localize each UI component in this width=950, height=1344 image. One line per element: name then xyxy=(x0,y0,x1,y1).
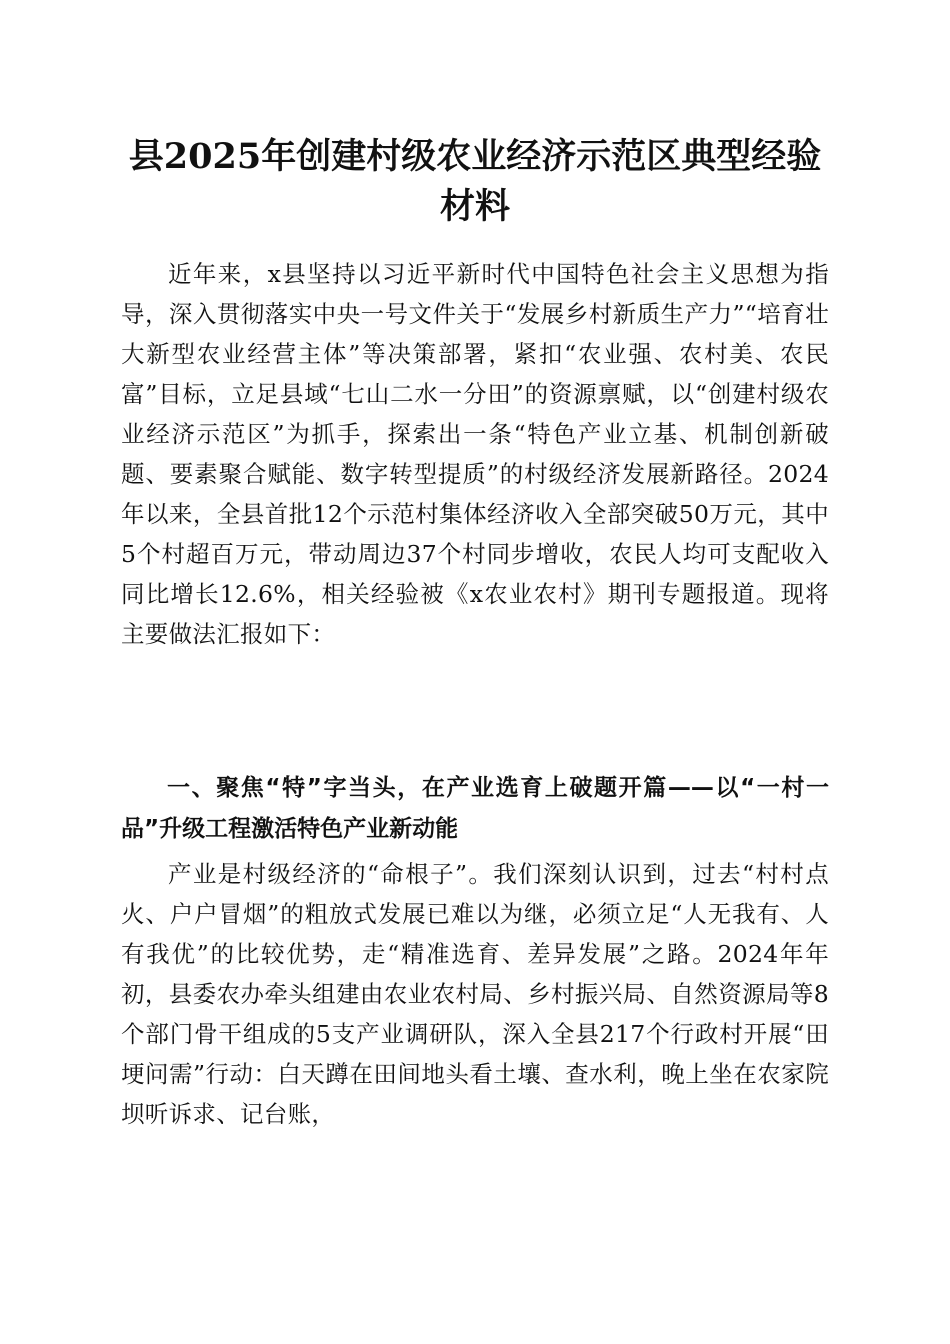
title-line-2: 材料 xyxy=(439,186,510,227)
section-heading-1: 一、聚焦“特”字当头，在产业选育上破题开篇——以“一村一品”升级工程激活特色产业新动能 xyxy=(121,775,829,842)
intro-paragraph: 近年来，x县坚持以习近平新时代中国特色社会主义思想为指导，深入贯彻落实中央一号文件关于“发展乡村新质生产力”“培育壮大新型农业经营主体”等决策部署，紧扣“农业强、农村美、农民富”目标，立足县域“七山二水一分田”的资源禀赋，以“创建村级农业经济示范区”为抓手，探索出一条“特色产业立基、机制创新破题、要素聚合赋能、数字转型提质”的村级经济发展新路径。2024年以来，全县首批12个示范村集体经济收入全部突破50万元，其中5个村超百万元，带动周边37个村同步增收，农民人均可支配收入同比增长12.6%，相关经验被《x农业农村》期刊专题报道。现将主要做法汇报如下： xyxy=(121,260,829,648)
title-line-1: 县2025年创建村级农业经济示范区典型经验 xyxy=(128,136,822,177)
section-1-paragraph: 产业是村级经济的“命根子”。我们深刻认识到，过去“村村点火、户户冒烟”的粗放式发展已难以为继，必须立足“人无我有、人有我优”的比较优势，走“精准选育、差异发展”之路。2024年年初，县委农办牵头组建由农业农村局、乡村振兴局、自然资源局等8个部门骨干组成的5支产业调研队，深入全县217个行政村开展“田埂问需”行动：白天蹲在田间地头看土壤、查水利，晚上坐在农家院坝听诉求、记台账， xyxy=(121,860,829,1128)
document-title xyxy=(115,132,835,232)
